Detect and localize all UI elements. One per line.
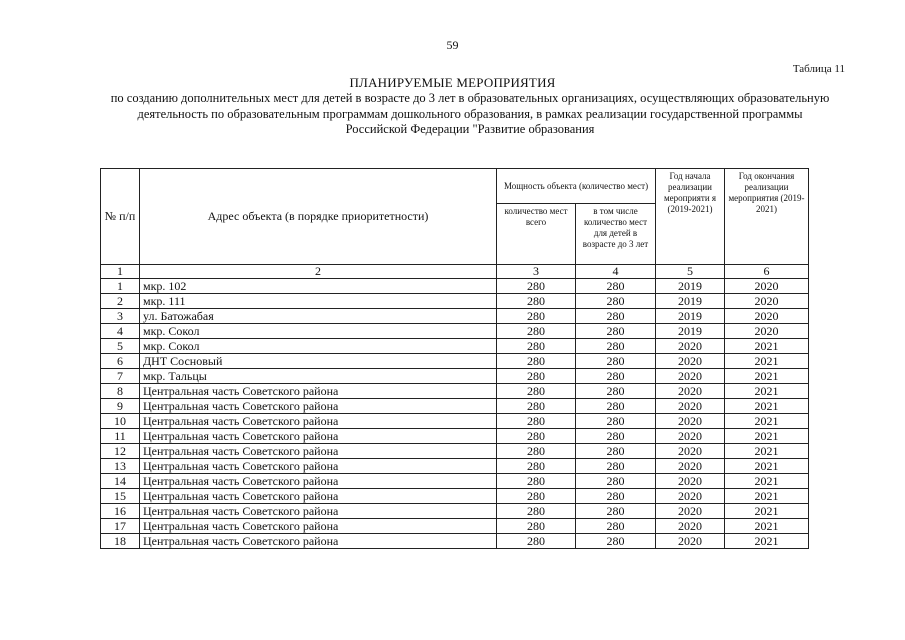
row-places-under-3: 280: [576, 309, 656, 324]
row-total-places: 280: [497, 414, 576, 429]
row-places-under-3: 280: [576, 339, 656, 354]
row-number: 6: [101, 354, 140, 369]
row-start-year: 2020: [656, 519, 725, 534]
table-row: [101, 399, 809, 414]
row-start-year: 2019: [656, 294, 725, 309]
row-total-places: 280: [497, 489, 576, 504]
row-number: 3: [101, 309, 140, 324]
row-places-under-3: 280: [576, 354, 656, 369]
row-total-places: 280: [497, 534, 576, 549]
header-total-places: количество мест всего: [497, 204, 576, 265]
row-number: 9: [101, 399, 140, 414]
row-start-year: 2020: [656, 384, 725, 399]
row-address: Центральная часть Советского района: [140, 384, 497, 399]
row-start-year: 2019: [656, 324, 725, 339]
row-total-places: 280: [497, 459, 576, 474]
table-row: [101, 294, 809, 309]
row-end-year: 2021: [725, 354, 809, 369]
row-number: 2: [101, 294, 140, 309]
header-address: Адрес объекта (в порядке приоритетности): [140, 169, 497, 265]
row-address: мкр. 111: [140, 294, 497, 309]
row-places-under-3: 280: [576, 399, 656, 414]
row-start-year: 2020: [656, 369, 725, 384]
row-places-under-3: 280: [576, 429, 656, 444]
row-number: 12: [101, 444, 140, 459]
row-places-under-3: 280: [576, 474, 656, 489]
table-row: [101, 444, 809, 459]
row-start-year: 2020: [656, 414, 725, 429]
row-total-places: 280: [497, 444, 576, 459]
row-address: Центральная часть Советского района: [140, 489, 497, 504]
column-number: 6: [725, 265, 809, 279]
row-address: Центральная часть Советского района: [140, 534, 497, 549]
row-address: мкр. Сокол: [140, 324, 497, 339]
row-places-under-3: 280: [576, 444, 656, 459]
row-total-places: 280: [497, 519, 576, 534]
row-start-year: 2019: [656, 279, 725, 294]
row-number: 8: [101, 384, 140, 399]
row-end-year: 2021: [725, 534, 809, 549]
row-start-year: 2020: [656, 399, 725, 414]
row-total-places: 280: [497, 504, 576, 519]
row-address: мкр. Тальцы: [140, 369, 497, 384]
row-end-year: 2021: [725, 489, 809, 504]
row-places-under-3: 280: [576, 369, 656, 384]
planned-measures-table: [100, 168, 809, 549]
row-start-year: 2019: [656, 309, 725, 324]
row-places-under-3: 280: [576, 534, 656, 549]
row-number: 10: [101, 414, 140, 429]
table-row: [101, 309, 809, 324]
row-end-year: 2021: [725, 459, 809, 474]
row-address: Центральная часть Советского района: [140, 399, 497, 414]
table-row: [101, 429, 809, 444]
row-number: 5: [101, 339, 140, 354]
row-address: ДНТ Сосновый: [140, 354, 497, 369]
row-number: 1: [101, 279, 140, 294]
table-row: [101, 354, 809, 369]
header-number: № п/п: [101, 169, 140, 265]
row-address: Центральная часть Советского района: [140, 519, 497, 534]
row-total-places: 280: [497, 354, 576, 369]
row-places-under-3: 280: [576, 384, 656, 399]
row-places-under-3: 280: [576, 294, 656, 309]
header-places-under-3: в том числе количество мест для детей в возрасте до 3 лет: [576, 204, 656, 265]
table-row: [101, 504, 809, 519]
row-end-year: 2021: [725, 519, 809, 534]
row-end-year: 2020: [725, 279, 809, 294]
row-total-places: 280: [497, 279, 576, 294]
row-total-places: 280: [497, 309, 576, 324]
table-row: [101, 369, 809, 384]
row-address: ул. Батожабая: [140, 309, 497, 324]
row-number: 16: [101, 504, 140, 519]
header-capacity: Мощность объекта (количество мест): [497, 169, 656, 204]
document-title: ПЛАНИРУЕМЫЕ МЕРОПРИЯТИЯ: [349, 75, 556, 90]
row-end-year: 2021: [725, 444, 809, 459]
row-places-under-3: 280: [576, 489, 656, 504]
row-end-year: 2021: [725, 414, 809, 429]
row-address: мкр. 102: [140, 279, 497, 294]
table-row: [101, 459, 809, 474]
row-places-under-3: 280: [576, 279, 656, 294]
page-number: 59: [446, 38, 459, 52]
row-start-year: 2020: [656, 354, 725, 369]
row-start-year: 2020: [656, 444, 725, 459]
row-start-year: 2020: [656, 459, 725, 474]
row-end-year: 2021: [725, 339, 809, 354]
table-row: [101, 519, 809, 534]
row-start-year: 2020: [656, 489, 725, 504]
row-end-year: 2020: [725, 324, 809, 339]
column-number: 3: [497, 265, 576, 279]
table-row: [101, 279, 809, 294]
row-address: Центральная часть Советского района: [140, 444, 497, 459]
row-total-places: 280: [497, 399, 576, 414]
row-number: 14: [101, 474, 140, 489]
table-row: [101, 384, 809, 399]
row-end-year: 2021: [725, 369, 809, 384]
document-subtitle: по созданию дополнительных мест для детей в возрасте до 3 лет в образовательных организациях, осуществляющих образовательную деятельность по образовательным программам дошкольного образования, в рамках реализации государственной программы Российской Федерации "Развитие образования: [110, 91, 830, 136]
row-places-under-3: 280: [576, 324, 656, 339]
row-address: мкр. Сокол: [140, 339, 497, 354]
row-total-places: 280: [497, 369, 576, 384]
row-places-under-3: 280: [576, 459, 656, 474]
row-end-year: 2020: [725, 309, 809, 324]
column-number: 1: [101, 265, 140, 279]
row-start-year: 2020: [656, 339, 725, 354]
row-start-year: 2020: [656, 504, 725, 519]
row-end-year: 2021: [725, 399, 809, 414]
table-label: Таблица 11: [792, 63, 845, 75]
table-row: [101, 474, 809, 489]
row-number: 17: [101, 519, 140, 534]
row-start-year: 2020: [656, 429, 725, 444]
row-places-under-3: 280: [576, 504, 656, 519]
column-number-row: [101, 265, 809, 279]
row-number: 18: [101, 534, 140, 549]
table-row: [101, 534, 809, 549]
header-end-year: Год окончания реализации мероприятия (2019-2021): [725, 169, 809, 265]
row-end-year: 2020: [725, 294, 809, 309]
row-number: 7: [101, 369, 140, 384]
row-end-year: 2021: [725, 474, 809, 489]
row-number: 15: [101, 489, 140, 504]
row-total-places: 280: [497, 294, 576, 309]
row-address: Центральная часть Советского района: [140, 414, 497, 429]
row-end-year: 2021: [725, 384, 809, 399]
row-start-year: 2020: [656, 534, 725, 549]
row-address: Центральная часть Советского района: [140, 504, 497, 519]
row-address: Центральная часть Советского района: [140, 429, 497, 444]
row-address: Центральная часть Советского района: [140, 459, 497, 474]
header-start-year: Год начала реализации мероприяти я (2019-2021): [656, 169, 725, 265]
row-number: 13: [101, 459, 140, 474]
table-row: [101, 324, 809, 339]
row-places-under-3: 280: [576, 414, 656, 429]
table-row: [101, 339, 809, 354]
row-number: 11: [101, 429, 140, 444]
row-end-year: 2021: [725, 429, 809, 444]
row-address: Центральная часть Советского района: [140, 474, 497, 489]
column-number: 5: [656, 265, 725, 279]
row-total-places: 280: [497, 474, 576, 489]
row-total-places: 280: [497, 324, 576, 339]
table-row: [101, 489, 809, 504]
row-places-under-3: 280: [576, 519, 656, 534]
column-number: 4: [576, 265, 656, 279]
row-total-places: 280: [497, 339, 576, 354]
row-total-places: 280: [497, 384, 576, 399]
row-number: 4: [101, 324, 140, 339]
row-start-year: 2020: [656, 474, 725, 489]
table-row: [101, 414, 809, 429]
row-end-year: 2021: [725, 504, 809, 519]
column-number: 2: [140, 265, 497, 279]
row-total-places: 280: [497, 429, 576, 444]
